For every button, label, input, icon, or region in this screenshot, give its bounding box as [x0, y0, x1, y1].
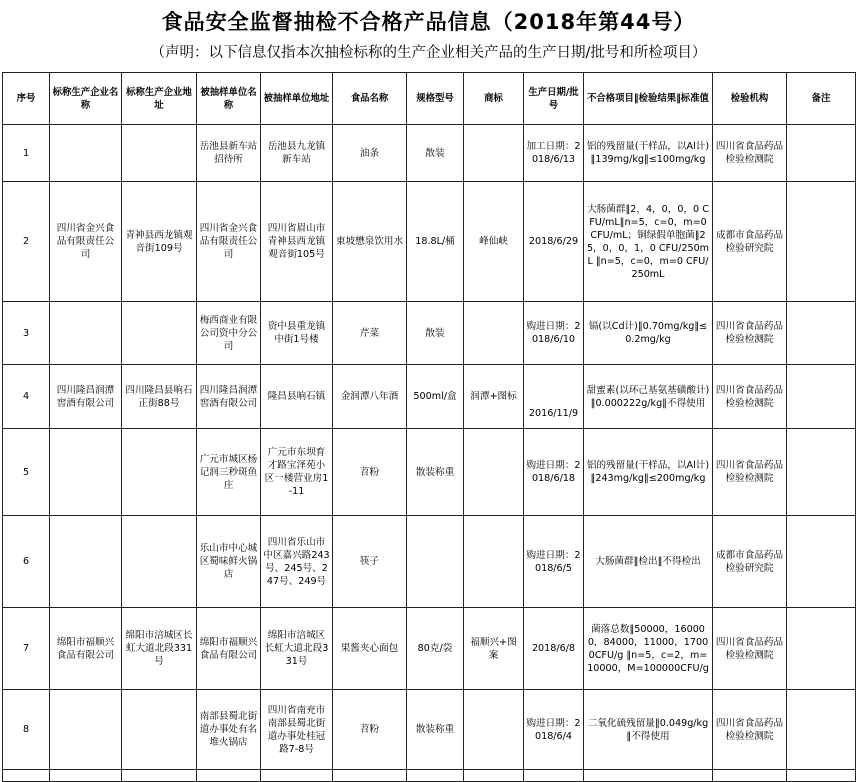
cell-failed-item: 镉(以Cd计)‖0.70mg/kg‖≤0.2mg/kg — [584, 302, 713, 365]
cell-spec: 散装称重 — [407, 429, 464, 516]
cell-producer-name — [50, 516, 122, 608]
cell-production-date: 购进日期：2018/6/18 — [524, 429, 584, 516]
table-row — [3, 182, 856, 302]
cell-food-name: 金润潭八年酒 — [333, 365, 407, 429]
cell-production-date: 2018/6/8 — [524, 608, 584, 690]
cell-seq: 5 — [3, 429, 50, 516]
cell-inspection-agency: 四川省食品药品检验检测院 — [713, 608, 787, 690]
cell-production-date: 2018/6/29 — [524, 182, 584, 302]
cell-trademark — [464, 516, 524, 608]
table-row — [3, 516, 856, 608]
cell-inspection-agency — [713, 770, 787, 782]
cell-spec: 散装 — [407, 302, 464, 365]
cell-sampled-unit-name: 梅西商业有限公司资中分公司 — [197, 302, 261, 365]
cell-sampled-unit-name: 岳池县新车站招待所 — [197, 125, 261, 182]
cell-inspection-agency: 四川省食品药品检验检测院 — [713, 302, 787, 365]
cell-failed-item — [584, 770, 713, 782]
cell-remarks — [787, 608, 856, 690]
cell-producer-name — [50, 429, 122, 516]
cell-remarks — [787, 365, 856, 429]
cell-production-date — [524, 770, 584, 782]
cell-sampled-unit-address: 绵阳市涪城区长虹大道北段331号 — [261, 608, 333, 690]
col-header-food-name: 食品名称 — [333, 73, 407, 125]
table-row — [3, 365, 856, 429]
cell-seq: 1 — [3, 125, 50, 182]
col-header-seq: 序号 — [3, 73, 50, 125]
document-title: 食品安全监督抽检不合格产品信息（2018年第44号） — [161, 10, 696, 34]
cell-sampled-unit-name: 乐山市中心城区蜀味鲜火锅店 — [197, 516, 261, 608]
table-row — [3, 302, 856, 365]
cell-inspection-agency: 四川省食品药品检验检测院 — [713, 429, 787, 516]
col-header-producer-address: 标称生产企业地址 — [122, 73, 197, 125]
cell-food-name: 油条 — [333, 125, 407, 182]
cell-inspection-agency: 四川省食品药品检验检测院 — [713, 125, 787, 182]
cell-sampled-unit-address: 岳池县九龙镇新车站 — [261, 125, 333, 182]
col-header-spec: 规格型号 — [407, 73, 464, 125]
cell-food-name: 東坡懋泉饮用水 — [333, 182, 407, 302]
cell-production-date: 2016/11/9 — [524, 365, 584, 429]
cell-producer-address: 四川隆昌县响石正街88号 — [122, 365, 197, 429]
cell-producer-name — [50, 302, 122, 365]
col-header-remarks: 备注 — [787, 73, 856, 125]
cell-trademark: 福顺兴+图案 — [464, 608, 524, 690]
cell-seq: 6 — [3, 516, 50, 608]
table-row — [3, 608, 856, 690]
cell-trademark: 峰仙峡 — [464, 182, 524, 302]
cell-sampled-unit-name — [197, 770, 261, 782]
cell-remarks — [787, 516, 856, 608]
cell-producer-address: 青神县西龙镇观音街109号 — [122, 182, 197, 302]
cell-production-date: 购进日期：2018/6/4 — [524, 690, 584, 770]
cell-failed-item: 二氧化硫残留量‖0.049g/kg‖不得使用 — [584, 690, 713, 770]
cell-sampled-unit-name: 绵阳市福顺兴食品有限公司 — [197, 608, 261, 690]
cell-spec — [407, 770, 464, 782]
cell-inspection-agency: 成都市食品药品检验研究院 — [713, 182, 787, 302]
col-header-failed-item: 不合格项目‖检验结果‖标准值 — [584, 73, 713, 125]
col-header-inspection-agency: 检验机构 — [713, 73, 787, 125]
cell-producer-address — [122, 516, 197, 608]
cell-failed-item: 甜蜜素(以环己基氨基磺酸计)‖0.000222g/kg‖不得使用 — [584, 365, 713, 429]
cell-spec — [407, 516, 464, 608]
cell-production-date: 加工日期：2018/6/13 — [524, 125, 584, 182]
cell-trademark — [464, 690, 524, 770]
cell-failed-item: 菌落总数‖50000，160000，84000，11000，17000CFU/g ‖n=5，c=2，m=10000，M=100000CFU/g — [584, 608, 713, 690]
cell-sampled-unit-address: 四川省眉山市青神县西龙镇观音街105号 — [261, 182, 333, 302]
cell-producer-name: 绵阳市福顺兴食品有限公司 — [50, 608, 122, 690]
table-row — [3, 125, 856, 182]
cell-sampled-unit-address: 隆昌县响石镇 — [261, 365, 333, 429]
cell-food-name: 果酱夹心面包 — [333, 608, 407, 690]
cell-sampled-unit-name: 南部县蜀北街道办事处有名堆火锅店 — [197, 690, 261, 770]
cell-inspection-agency: 四川省食品药品检验检测院 — [713, 365, 787, 429]
cell-producer-name: 四川隆昌润潭窖酒有限公司 — [50, 365, 122, 429]
col-header-production-date: 生产日期/批号 — [524, 73, 584, 125]
cell-producer-address — [122, 125, 197, 182]
cell-remarks — [787, 125, 856, 182]
cell-seq — [3, 770, 50, 782]
cell-failed-item: 铝的残留量(干样品，以Al计)‖243mg/kg‖≤200mg/kg — [584, 429, 713, 516]
cell-spec: 80克/袋 — [407, 608, 464, 690]
cell-remarks — [787, 690, 856, 770]
cell-producer-address — [122, 302, 197, 365]
cell-food-name — [333, 770, 407, 782]
cell-inspection-agency: 四川省食品药品检验检测院 — [713, 690, 787, 770]
cell-remarks — [787, 182, 856, 302]
cell-spec: 散装称重 — [407, 690, 464, 770]
cell-food-name: 苕粉 — [333, 690, 407, 770]
cell-production-date: 购进日期：2018/6/10 — [524, 302, 584, 365]
header-row — [3, 73, 856, 125]
cell-inspection-agency: 成都市食品药品检验研究院 — [713, 516, 787, 608]
cell-remarks — [787, 302, 856, 365]
table-row — [3, 690, 856, 770]
cell-producer-address — [122, 429, 197, 516]
cell-seq: 4 — [3, 365, 50, 429]
cell-producer-address — [122, 770, 197, 782]
cell-producer-name — [50, 125, 122, 182]
cell-food-name: 苕粉 — [333, 429, 407, 516]
cell-producer-address: 绵阳市涪城区长虹大道北段331号 — [122, 608, 197, 690]
cell-sampled-unit-address: 资中县重龙镇中街1号楼 — [261, 302, 333, 365]
col-header-trademark: 商标 — [464, 73, 524, 125]
cell-seq: 3 — [3, 302, 50, 365]
cell-producer-name — [50, 770, 122, 782]
cell-sampled-unit-address: 四川省南充市南部县蜀北街道办事处桂冠路7-8号 — [261, 690, 333, 770]
document-subtitle: （声明：以下信息仅指本次抽检标称的生产企业相关产品的生产日期/批号和所检项目） — [150, 45, 707, 61]
cell-food-name: 芹菜 — [333, 302, 407, 365]
cell-food-name: 筷子 — [333, 516, 407, 608]
cell-sampled-unit-address — [261, 770, 333, 782]
col-header-producer-name: 标称生产企业名称 — [50, 73, 122, 125]
cell-sampled-unit-name: 广元市城区杨记润三秒斑鱼庄 — [197, 429, 261, 516]
col-header-sampled-unit-address: 被抽样单位地址 — [261, 73, 333, 125]
cell-trademark — [464, 125, 524, 182]
col-header-sampled-unit-name: 被抽样单位名称 — [197, 73, 261, 125]
cell-producer-name: 四川省金兴食品有限责任公司 — [50, 182, 122, 302]
cell-production-date: 购进日期：2018/6/5 — [524, 516, 584, 608]
cell-producer-name — [50, 690, 122, 770]
cell-remarks — [787, 429, 856, 516]
cell-sampled-unit-address: 广元市东坝育才路宝泽苑小区一楼营业房1-11 — [261, 429, 333, 516]
table-row — [3, 770, 856, 782]
cell-seq: 8 — [3, 690, 50, 770]
cell-spec: 18.8L/桶 — [407, 182, 464, 302]
cell-sampled-unit-address: 四川省乐山市中区嘉兴路243号、245号、247号、249号 — [261, 516, 333, 608]
cell-seq: 2 — [3, 182, 50, 302]
cell-trademark: 润潭+图标 — [464, 365, 524, 429]
cell-failed-item: 大肠菌群‖2，4，0，0，0 CFU/mL‖n=5，c=0，m=0 CFU/mL；铜绿假单胞菌‖25，0，0，1，0 CFU/250mL ‖n=5，c=0，m=0 CFU/250mL — [584, 182, 713, 302]
cell-sampled-unit-name: 四川隆昌润潭窖酒有限公司 — [197, 365, 261, 429]
cell-failed-item: 大肠菌群‖检出‖不得检出 — [584, 516, 713, 608]
cell-trademark — [464, 770, 524, 782]
cell-trademark — [464, 429, 524, 516]
cell-failed-item: 铝的残留量(干样品，以Al计)‖139mg/kg‖≤100mg/kg — [584, 125, 713, 182]
cell-trademark — [464, 302, 524, 365]
cell-remarks — [787, 770, 856, 782]
cell-spec: 500ml/盒 — [407, 365, 464, 429]
cell-producer-address — [122, 690, 197, 770]
table-row — [3, 429, 856, 516]
inspection-table — [2, 72, 856, 782]
cell-seq: 7 — [3, 608, 50, 690]
cell-sampled-unit-name: 四川省金兴食品有限责任公司 — [197, 182, 261, 302]
cell-spec: 散装 — [407, 125, 464, 182]
